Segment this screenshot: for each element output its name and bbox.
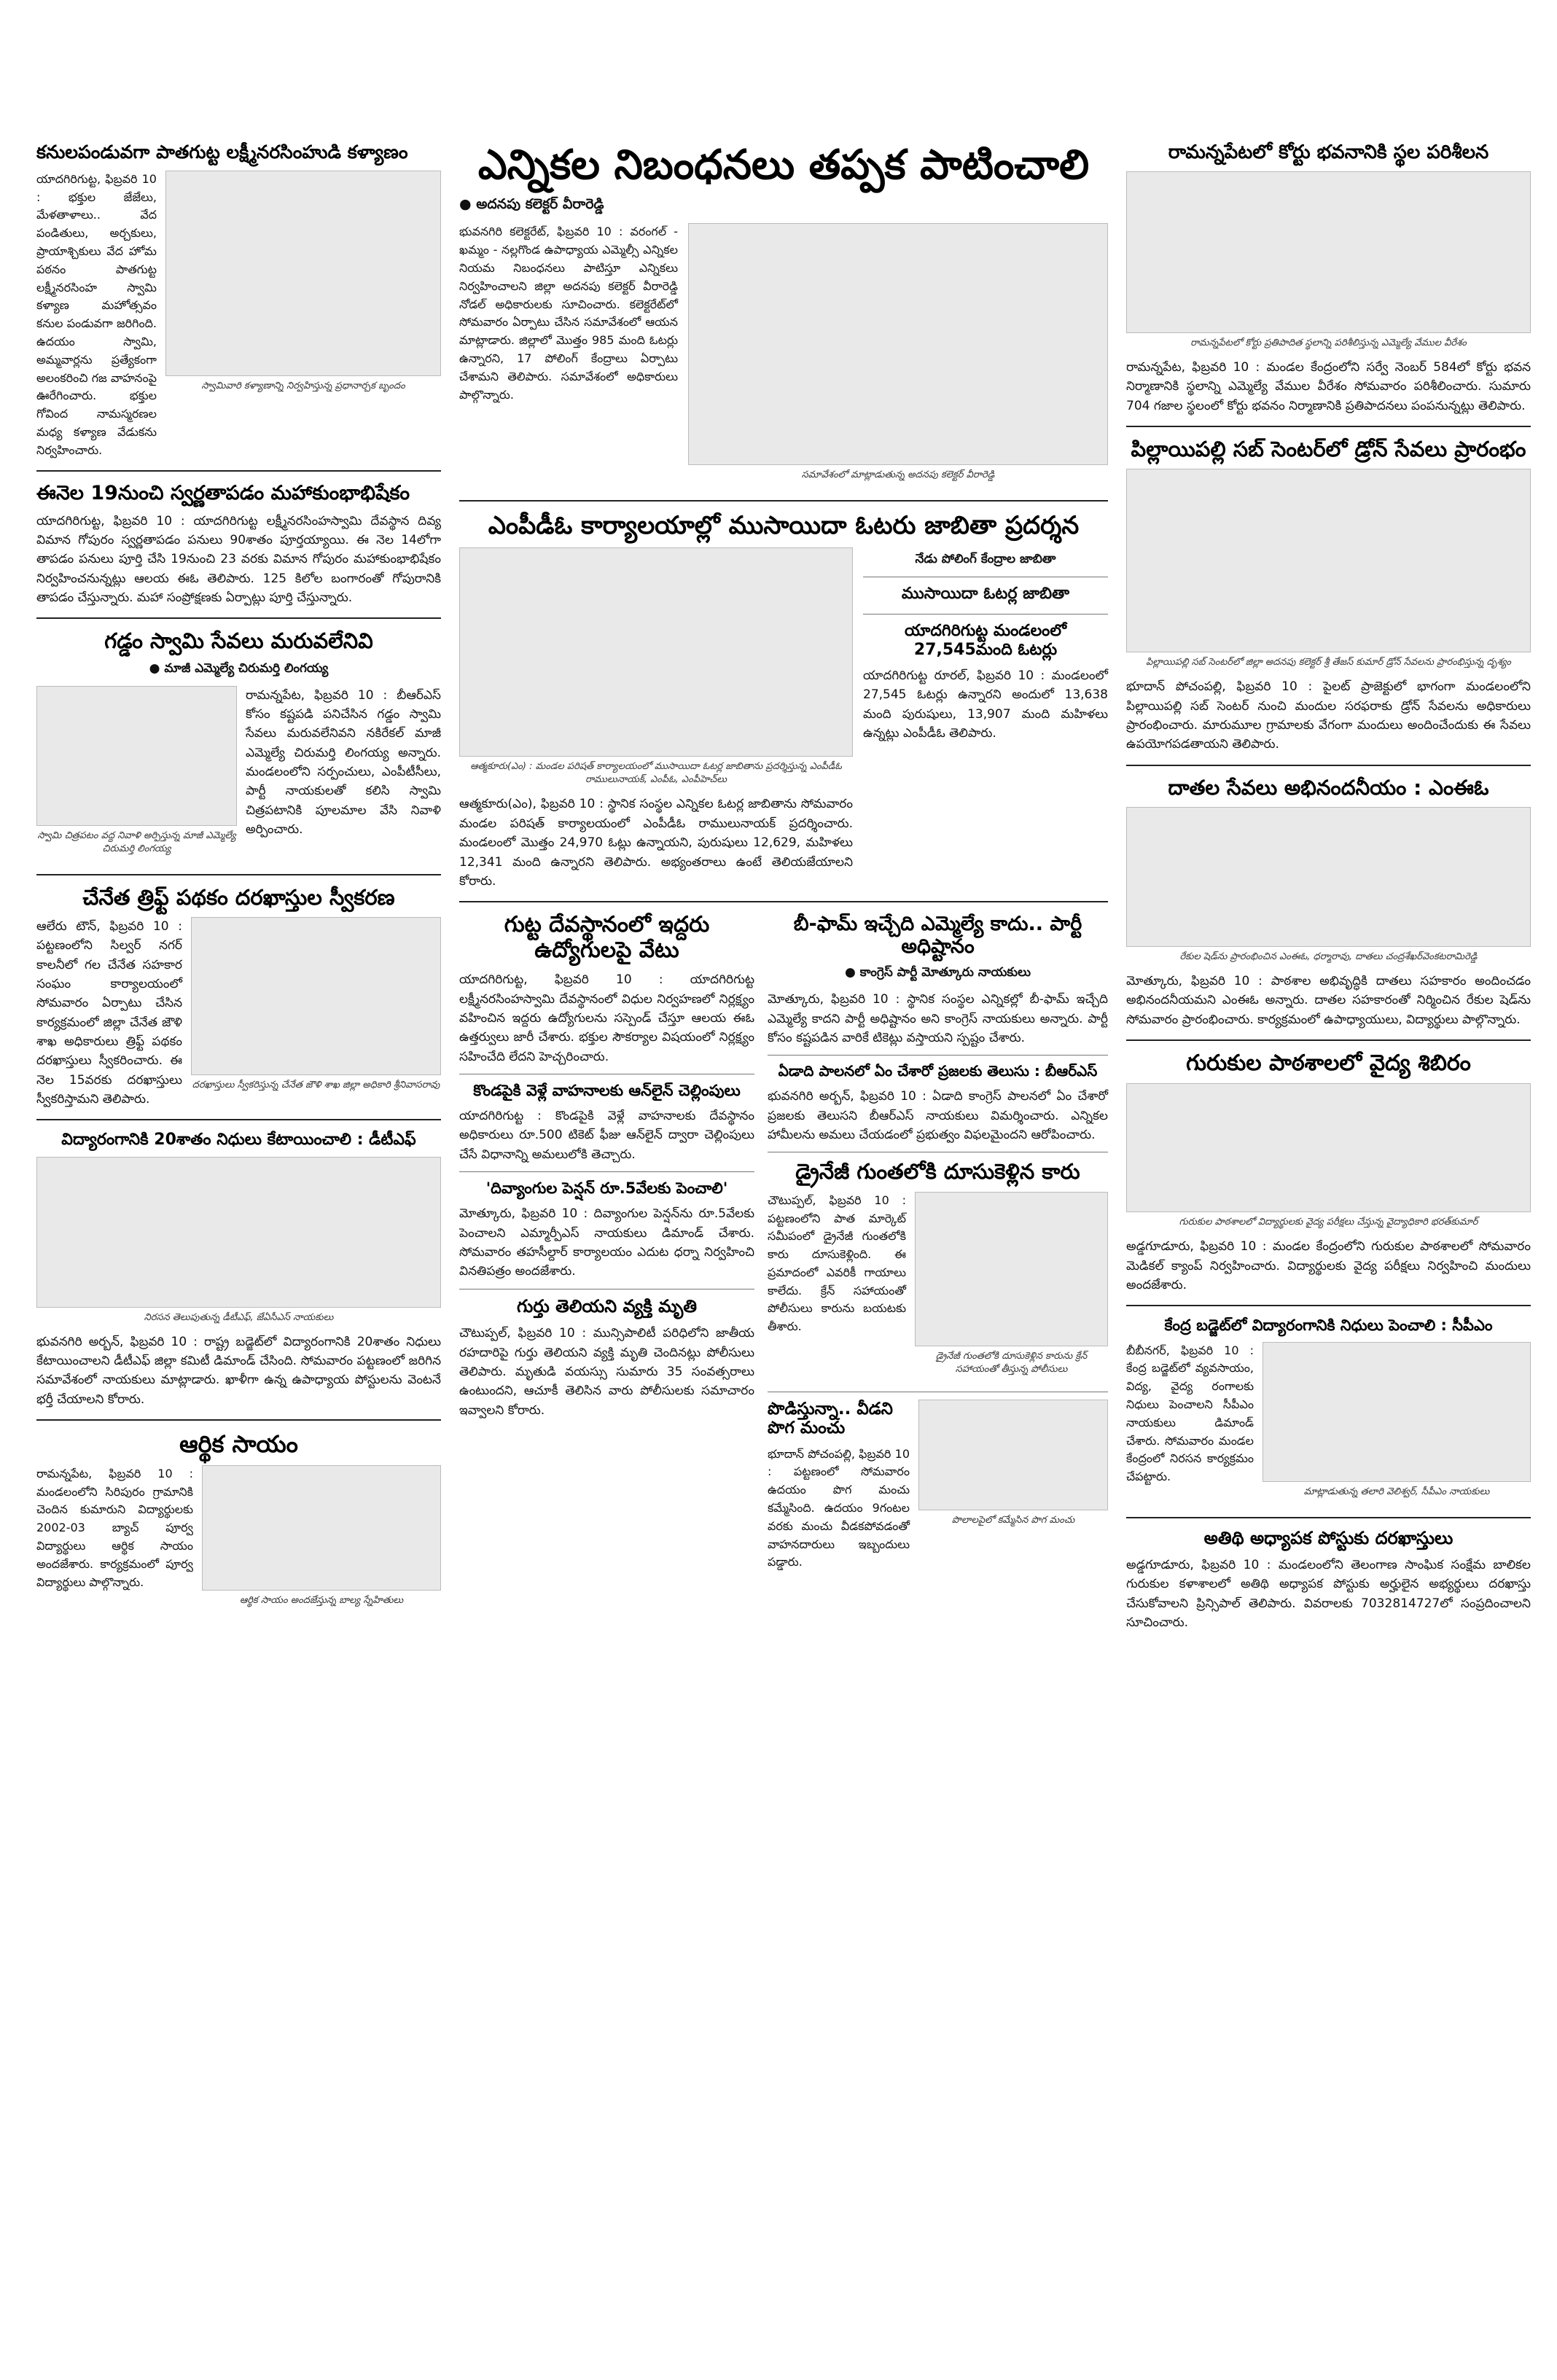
article-election-rules-body: భువనగిరి కలెక్టరేట్, ఫిబ్రవరి 10 : వరంగల్ - ఖమ్మం - నల్లగొండ ఉపాధ్యాయ ఎమ్మెల్సీ ఎన్నికల నియమ నిబంధనలు పాటిస్తూ ఎన్నికలు నిర్వహించాలని జిల్లా అదనపు కలెక్టర్ వీరారెడ్డి నోడల్ అధికారులకు సూచించారు. కలెక్టరేట్‌లో సోమవారం ఏర్పాటు చేసిన సమావేశంలో ఆయన మాట్లాడారు. జిల్లాలో మొత్తం 985 మంది ఓటర్లు ఉన్నారని, 17 పోలింగ్ కేంద్రాలు ఏర్పాటు చేశామని తెలిపారు. సమావేశంలో అధికారులు పాల్గొన్నారు. [459,225,678,402]
article-vehicle-payments-headline: కొండపైకి వెళ్లే వాహనాలకు ఆన్‌లైన్ చెల్లింపులు [473,1081,741,1099]
divider [1126,1039,1531,1041]
dtf-photo-caption: నిరసన తెలుపుతున్న డీటీఎఫ్, జేఏసీఎస్ నాయకులు [144,1311,334,1323]
article-kalyanam-body: యాదగిరిగుట్ట, ఫిబ్రవరి 10 : భక్తుల జేజేలు, మేళతాళాలు.. వేద పండితులు, అర్చకులు, ప్రాయాశ్చికులు వేద హోమ పఠనం పాతగుట్ట లక్ష్మీనరసింహ స్వామి కళ్యాణ మహోత్సవం కనుల పండువగా జరిగింది. ఉదయం స్వామి, అమ్మవార్లను ప్రత్యేకంగా అలంకరించి గజ వాహనంపై ఊరేగించారు. భక్తుల గోవింద నామస్మరణల మధ్య కళ్యాణ వేడుకను నిర్వహించారు. [36,171,157,457]
kalyanam-photo-caption: స్వామివారి కళ్యాణాన్ని నిర్వహిస్తున్న ప్రధానార్చక బృందం [201,380,405,391]
polling-stations-subhead: నేడు పోలింగ్ కేంద్రాల జాబితా [915,552,1056,567]
cpm-budget-photo-caption: మాట్లాడుతున్న తలారి వెలిశ్వర్, సీపీఎం నాయకులు [1303,1486,1490,1497]
article-medical-camp-headline: గురుకుల పాఠశాలలో వైద్య శిబిరం [1186,1050,1471,1076]
divider [459,500,1108,502]
divider [459,901,1108,902]
article-kalyanam-headline: కనులపండువగా పాతగుట్ట లక్ష్మీనరసింహుడి కళ్యాణం [36,141,408,163]
article-thrift-headline: చేనేత త్రిఫ్ట్ పథకం దరఖాస్తుల స్వీకరణ [82,884,395,910]
article-election-rules-headline: ఎన్నికల నిబంధనలు తప్పక పాటించాలి [477,141,1090,189]
article-guest-lecturer-body: అడ్డగూడూరు, ఫిబ్రవరి 10 : మండలంలోని తెలంగాణ సాంఘిక సంక్షేమ బాలికల గురుకుల కళాశాలలో అతిథి అధ్యాపక పోస్టుకు అర్హులైన అభ్యర్థులు దరఖాస్తు చేసుకోవాలని ప్రిన్సిపాల్ తెలిపారు. వివరాలకు 7032814727లో సంప్రదించాలని సూచించారు. [1126,1558,1531,1631]
draft-voter-list-subhead: ముసాయిదా ఓటర్ల జాబితా [901,585,1070,604]
court-land-photo-caption: రామన్నపేటలో కోర్టు ప్రతిపాదిత స్థలాన్ని పరిశీలిస్తున్న ఎమ్మెల్యే వేముల వీరేశం [1190,337,1467,348]
article-gaddam-swamy-body: రామన్నపేట, ఫిబ్రవరి 10 : బీఆర్‌ఎస్ కోసం కష్టపడి పనిచేసిన గడ్డం స్వామి సేవలు మరువలేనివని నకిరేకల్ మాజీ ఎమ్మెల్యే చిరుమర్తి లింగయ్య అన్నారు. మండలంలోని సర్పంచులు, ఎంపీటీసీలు, పార్టీ నాయకులతో కలిసి స్వామి చిత్రపటానికి పూలమాల వేసి నివాళి అర్పించారు. [246,687,441,838]
divider [1126,426,1531,427]
divider [459,1171,754,1172]
thrift-photo [191,917,441,1075]
donors-photo [1126,807,1531,947]
article-brs-body: భువనగిరి అర్బన్, ఫిబ్రవరి 10 : ఏడాది కాంగ్రెస్ పాలనలో ఏం చేశారో ప్రజలకు తెలుసని బీఆర్‌ఎస్ నాయకులు విమర్శించారు. ఎన్నికల హామీలను అమలు చేయడంలో ప్రభుత్వం విఫలమైందని ఆరోపించారు. [768,1089,1108,1143]
article-car-drainage-headline: డ్రైనేజీ గుంతలోకి దూసుకెళ్లిన కారు [795,1159,1080,1185]
article-court-land-headline: రామన్నపేటలో కోర్టు భవనానికి స్థల పరిశీలన [1168,141,1489,163]
divider [36,1419,441,1421]
article-gaddam-swamy [36,686,441,864]
article-cpm-budget-headline: కేంద్ర బడ్జెట్‌లో విద్యారంగానికి నిధులు పెంచాలి : సీపీఎం [1164,1316,1493,1335]
arthika-sayam-photo-caption: ఆర్థిక సాయం అందజేస్తున్న బాల్య స్నేహితులు [239,1594,404,1606]
divider [768,1055,1108,1056]
article-brs-headline: ఏడాది పాలనలో ఏం చేశారో ప్రజలకు తెలుసు : బీఆర్‌ఎస్ [778,1062,1098,1080]
article-fog [768,1400,1108,1572]
dtf-photo [36,1157,441,1308]
article-unknown-death-body: చౌటుప్పల్, ఫిబ్రవరి 10 : మున్సిపాలిటీ పరిధిలోని జాతీయ రహదారిపై గుర్తు తెలియని వ్యక్తి మృతి చెందినట్లు పోలీసులు తెలిపారు. మృతుడి వయస్సు సుమారు 35 సంవత్సరాలు ఉంటుందని, ఆచూకీ తెలిసిన వారు పోలీసులకు సమాచారం ఇవ్వాలని కోరారు. [459,1326,754,1418]
article-swarnatapadam-headline: ఈనెల 19నుంచి స్వర్ణతాపడం మహాకుంభాభిషేకం [36,481,410,504]
article-cpm-budget-body: బీబీనగర్, ఫిబ్రవరి 10 : కేంద్ర బడ్జెట్‌లో వ్యవసాయం, విద్య, వైద్య రంగాలకు నిధులు పెంచాలని సీపీఎం నాయకులు డిమాండ్ చేశారు. సోమవారం మండల కేంద్రంలో నిరసన కార్యక్రమం చేపట్టారు. [1126,1343,1254,1484]
article-election-rules-byline: ● అదనపు కలెక్టర్ వీరారెడ్డి [459,196,604,213]
article-gaddam-swamy-byline: ● మాజీ ఎమ్మెల్యే చిరుమర్తి లింగయ్య [149,660,329,676]
divider [36,617,441,619]
divider [459,1289,754,1290]
column-middle [459,142,1108,1572]
article-fog-body: భూదాన్ పోచంపల్లి, ఫిబ్రవరి 10 : పట్టణంలో సోమవారం ఉదయం పొగ మంచు కమ్మేసింది. ఉదయం 9గంటల వరకు మంచు వీడకపోవడంతో వాహనదారులు ఇబ్బందులు పడ్డారు. [768,1446,910,1569]
court-land-photo [1126,171,1531,333]
lower-middle-left [459,913,754,1572]
yadagirigutta-voters-headline: యాదగిరిగుట్ట మండలంలో 27,545మంది ఓటర్లు [905,622,1066,659]
divider [1126,765,1531,766]
election-rules-photo [688,223,1108,465]
medical-camp-photo [1126,1083,1531,1212]
article-car-drainage [768,1192,1108,1384]
article-drone-body: భూదాన్ పోచంపల్లి, ఫిబ్రవరి 10 : పైలట్ ప్రాజెక్టులో భాగంగా మండలంలోని పిల్లాయిపల్లి సబ్ సెంటర్ నుంచి మందుల సరఫరాకు డ్రోన్ సేవలను అధికారులు ప్రారంభించారు. మారుమూల గ్రామాలకు వేగంగా మందులు అందించేందుకు ఈ సేవలు ఉపయోగపడతాయని తెలిపారు. [1126,679,1531,752]
article-medical-camp-body: అడ్డగూడూరు, ఫిబ్రవరి 10 : మండల కేంద్రంలోని గురుకుల పాఠశాలలో సోమవారం మెడికల్ క్యాంప్ నిర్వహించారు. విద్యార్థులకు వైద్య పరీక్షలు నిర్వహించి మందులు అందజేశారు. [1126,1239,1531,1293]
article-b-form-headline: బీ-ఫామ్ ఇచ్చేది ఎమ్మెల్యే కాదు.. పార్టీ అధిష్టానం [793,913,1082,959]
donors-photo-caption: రేకుల షెడ్‌ను ప్రారంభించిన ఎంఈఓ, ధర్మారావు, దాతలు చంద్రశేఖర్‌వెంకటరామిరెడ్డి [1179,951,1478,962]
article-arthika-sayam-body: రామన్నపేట, ఫిబ్రవరి 10 : మండలంలోని సిరిపురం గ్రామానికి చెందిన కుమారుని విద్యార్థులకు 2002-03 బ్యాచ్ పూర్వ విద్యార్థులు ఆర్థిక సాయం అందజేశారు. కార్యక్రమంలో పూర్వ విద్యార్థులు పాల్గొన్నారు. [36,1466,193,1589]
kalyanam-photo [165,171,441,376]
article-b-form-byline: ● కాంగ్రెస్ పార్టీ మోత్కూరు నాయకులు [844,965,1031,980]
article-voter-list [459,547,1108,891]
article-unknown-death-headline: గుర్తు తెలియని వ్యక్తి మృతి [516,1295,698,1316]
article-arthika-sayam [36,1465,441,1615]
car-drainage-photo [915,1192,1108,1346]
article-vehicle-payments-body: యాదగిరిగుట్ట : కొండపైకి వెళ్లే వాహనాలకు దేవస్థానం అధికారులు రూ.500 టికెట్ ఫీజు ఆన్‌లైన్ ద్వారా చెల్లింపులు చేసే విధానాన్ని అమలులోకి తెచ్చారు. [459,1109,754,1162]
voter-list-photo-caption: ఆత్మకూరు(ఎం) : మండల పరిషత్ కార్యాలయంలో ముసాయిదా ఓటర్ల జాబితాను ప్రదర్శిస్తున్న ఎంపీడీఓ రాములునాయక్, ఎంపీఓ, ఎంపీహెచ్‌లు [470,761,842,786]
article-pension-body: మోత్కూరు, ఫిబ్రవరి 10 : దివ్యాంగుల పెన్షన్‌ను రూ.5వేలకు పెంచాలని ఎమ్మార్పీఎస్ నాయకులు డిమాండ్ చేశారు. సోమవారం తహసీల్దార్ కార్యాలయం ఎదుట ధర్నా నిర్వహించి వినతిపత్రం అందజేశారు. [459,1206,754,1279]
cpm-budget-photo [1263,1342,1531,1482]
article-drone-headline: పిల్లాయిపల్లి సబ్ సెంటర్‌లో డ్రోన్ సేవలు ప్రారంభం [1131,436,1526,461]
article-voter-list-headline: ఎంపీడీఓ కార్యాలయాల్లో ముసాయిదా ఓటరు జాబితా ప్రదర్శన [488,511,1080,541]
article-car-drainage-body: చౌటుప్పల్, ఫిబ్రవరి 10 : పట్టణంలోని పాత మార్కెట్ సమీపంలో డ్రైనేజీ గుంతలోకి కారు దూసుకెళ్లింది. ఈ ప్రమాదంలో ఎవరికీ గాయాలు కాలేదు. క్రేన్ సహాయంతో పోలీసులు కారును బయటకు తీశారు. [768,1193,906,1334]
yadagirigutta-voters-body: యాదగిరిగుట్ట రూరల్, ఫిబ్రవరి 10 : మండలంలో 27,545 ఓటర్లు ఉన్నారని అందులో 13,638 మంది పురుషులు, 13,907 మంది మహిళలు ఉన్నట్లు ఎంపీడీఓ తెలిపారు. [863,668,1108,741]
article-dtf-headline: విద్యారంగానికి 20శాతం నిధులు కేటాయించాలి : డీటీఎఫ్ [61,1131,416,1150]
arthika-sayam-photo [202,1465,441,1591]
article-thrift [36,917,441,1109]
voter-list-photo [459,547,853,757]
column-right [1126,142,1531,1633]
medical-camp-photo-caption: గురుకుల పాఠశాలలో విద్యార్థులకు వైద్య పరీక్షలు చేస్తున్న వైద్యాధికారి భరత్‌కుమార్ [1179,1217,1478,1228]
gaddam-swamy-photo-caption: స్వామి చిత్రపటం వద్ద నివాళి అర్పిస్తున్న మాజీ ఎమ్మెల్యే చిరుమర్తి లింగయ్య [37,830,236,854]
thrift-photo-caption: దరఖాస్తులు స్వీకరిస్తున్న చేనేత జౌళి శాఖ జిల్లా అధికారి శ్రీనివాసరావు [192,1079,440,1090]
article-court-land-body: రామన్నపేట, ఫిబ్రవరి 10 : మండల కేంద్రంలోని సర్వే నెంబర్ 584లో కోర్టు భవన నిర్మాణానికి స్థలాన్ని ఎమ్మెల్యే వేముల వీరేశం సోమవారం పరిశీలించారు. సుమారు 704 గజాల స్థలంలో కోర్టు భవనం నిర్మాణానికి ప్రతిపాదనలు పంపనున్నట్లు తెలిపారు. [1126,359,1531,413]
article-donors-headline: దాతల సేవలు అభినందనీయం : ఎంఈఓ [1168,775,1489,800]
lower-middle-right [768,913,1108,1572]
divider [1126,1517,1531,1518]
article-pension-headline: 'దివ్యాంగుల పెన్షన్ రూ.5వేలకు పెంచాలి' [485,1179,728,1198]
article-dtf-body: భువనగిరి అర్బన్, ఫిబ్రవరి 10 : రాష్ట్ర బడ్జెట్‌లో విద్యారంగానికి 20శాతం నిధులు కేటాయించాలని డీటీఎఫ్ జిల్లా కమిటీ డిమాండ్ చేసింది. సోమవారం పట్టణంలో జరిగిన సమావేశంలో నాయకులు మాట్లాడారు. ఖాళీగా ఉన్న ఉపాధ్యాయ పోస్టులను వెంటనే భర్తీ చేయాలని కోరారు. [36,1334,441,1407]
article-cpm-budget [1126,1342,1531,1507]
article-voter-list-body: ఆత్మకూరు(ఎం), ఫిబ్రవరి 10 : స్థానిక సంస్థల ఎన్నికల ఓటర్ల జాబితాను సోమవారం మండల పరిషత్ కార్యాలయంలో ఎంపీడీఓ రాములునాయక్ ప్రదర్శించారు. మండలంలో మొత్తం 24,970 ఓట్లు ఉన్నాయని, పురుషులు 12,629, మహిళలు 12,341 మంది ఉన్నారని తెలిపారు. అభ్యంతరాలు ఉంటే తెలియజేయాలని కోరారు. [459,797,853,889]
article-swarnatapadam-body: యాదగిరిగుట్ట, ఫిబ్రవరి 10 : యాదగిరిగుట్ట లక్ష్మీనరసింహస్వామి దేవస్థాన దివ్య విమాన గోపురం స్వర్ణతాపడం పనులు 90శాతం పూర్తయ్యాయి. ఈ నెల 14లోగా తాపడం పనులు పూర్తి చేసి 19నుంచి 23 వరకు విమాన గోపురం మహాకుంభాభిషేకం నిర్వహించనున్నట్లు ఆలయ ఈఓ తెలిపారు. 125 కిలోల బంగారంతో గోపురానికి తాపడం చేస్తున్నారు. మహా సంప్రోక్షణకు ఏర్పాట్లు పూర్తి చేస్తున్నారు. [36,513,441,605]
fog-photo-caption: పొలాలపైలో కమ్మేసిన పొగ మంచు [951,1514,1075,1526]
car-drainage-photo-caption: డ్రైనేజీ గుంతలోకి దూసుకెళ్లిన కారును క్రేన్ సహాయంతో తీస్తున్న పోలీసులు [935,1350,1088,1375]
gaddam-swamy-photo [36,686,237,826]
divider [36,470,441,472]
election-rules-photo-caption: సమావేశంలో మాట్లాడుతున్న అదనపు కలెక్టర్ వీరారెడ్డి [801,469,995,481]
divider [1126,1305,1531,1306]
drone-photo [1126,469,1531,652]
divider [36,1119,441,1120]
drone-photo-caption: పిల్లాయిపల్లి సబ్ సెంటర్‌లో జిల్లా అదనపు కలెక్టర్ శ్రీ తేజస్ కుమార్ డ్రోన్ సేవలను ప్రారంభిస్తున్న దృశ్యం [1146,657,1511,668]
column-left [36,142,441,1615]
article-guest-lecturer-headline: అతిథి అధ్యాపక పోస్టుకు దరఖాస్తులు [1203,1527,1453,1548]
article-temple-suspension-body: యాదగిరిగుట్ట, ఫిబ్రవరి 10 : యాదగిరిగుట్ట లక్ష్మీనరసింహస్వామి దేవస్థానంలో విధుల నిర్వహణలో నిర్లక్ష్యం వహించిన ఇద్దరు ఉద్యోగులను సస్పెండ్ చేస్తూ ఆలయ ఈఓ ఉత్తర్వులు జారీ చేశారు. భక్తుల సౌకర్యాల విషయంలో నిర్లక్ష్యం సహించేది లేదని హెచ్చరించారు. [459,972,754,1064]
article-donors-body: మోత్కూరు, ఫిబ్రవరి 10 : పాఠశాల అభివృద్ధికి దాతలు సహకారం అందించడం అభినందనీయమని ఎంఈఓ అన్నారు. దాతల సహకారంతో నిర్మించిన రేకుల షెడ్‌ను సోమవారం ప్రారంభించారు. కార్యక్రమంలో ఉపాధ్యాయులు, విద్యార్థులు పాల్గొన్నారు. [1126,973,1531,1027]
article-temple-suspension-headline: గుట్ట దేవస్థానంలో ఇద్దరు ఉద్యోగులపై వేటు [504,912,710,963]
article-election-rules [459,223,1108,490]
article-kalyanam [36,171,441,460]
article-arthika-sayam-headline: ఆర్థిక సాయం [179,1430,298,1459]
lower-middle-section [459,913,1108,1572]
fog-photo [918,1400,1108,1510]
article-fog-headline: పొడిస్తున్నా.. వీడని పొగ మంచు [768,1399,893,1438]
article-thrift-body: ఆలేరు టౌన్, ఫిబ్రవరి 10 : పట్టణంలోని సిల్వర్ నగర్ కాలనీలో గల చేనేత సహకార సంఘం కార్యాలయంలో సోమవారం ఏర్పాటు చేసిన కార్యక్రమంలో జిల్లా చేనేత జౌళి శాఖ అధికారులు త్రిఫ్ట్ పథకం దరఖాస్తులు స్వీకరించారు. ఈ నెల 15వరకు దరఖాస్తులు స్వీకరిస్తామని తెలిపారు. [36,918,182,1107]
article-b-form-body: మోత్కూరు, ఫిబ్రవరి 10 : స్థానిక సంస్థల ఎన్నికల్లో బీ-ఫామ్ ఇచ్చేది ఎమ్మెల్యే కాదని పార్టీ అధిష్టానం అని కాంగ్రెస్ నాయకులు అన్నారు. పార్టీ కోసం కష్టపడిన వారికే టికెట్లు వస్తాయని స్పష్టం చేశారు. [768,992,1108,1045]
divider [36,874,441,875]
article-gaddam-swamy-headline: గడ్డం స్వామి సేవలు మరువలేనివి [104,628,373,654]
